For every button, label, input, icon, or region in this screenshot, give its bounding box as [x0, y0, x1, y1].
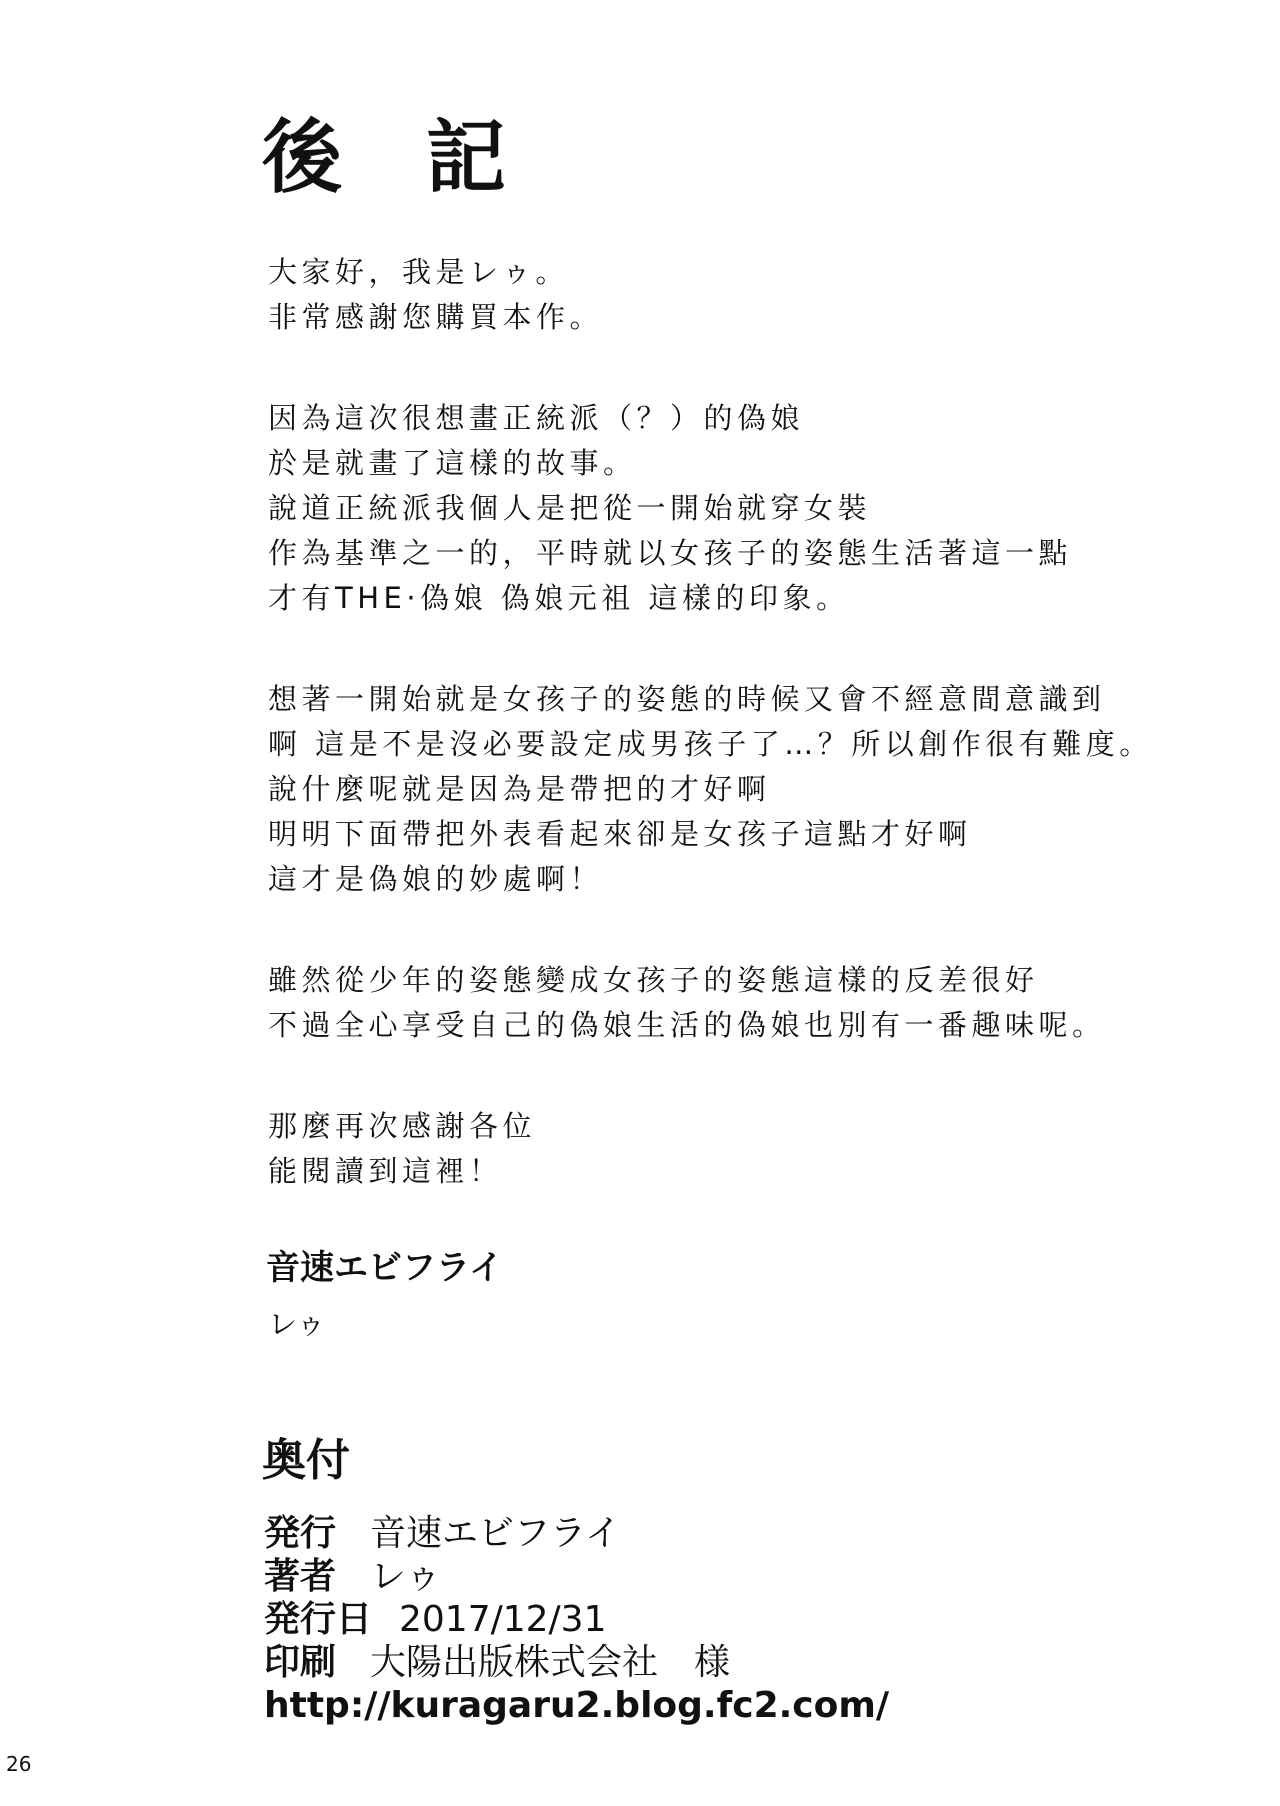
text-line: 說道正統派我個人是把從一開始就穿女裝 [268, 491, 872, 525]
colophon-row-publisher [264, 1512, 889, 1555]
author-name: レゥ [268, 1307, 326, 1341]
text-line: 大家好，我是レゥ。 [268, 255, 569, 289]
text-line: 說什麼呢就是因為是帶把的才好啊 [268, 772, 771, 806]
colophon-value: 音速エビフライ [370, 1513, 621, 1554]
page-title: 後 記 [262, 111, 534, 204]
colophon [264, 1512, 889, 1727]
colophon-value: 大陽出版株式会社 様 [370, 1642, 731, 1683]
colophon-value: レゥ [370, 1556, 442, 1597]
colophon-label: 著者 [264, 1556, 337, 1597]
text-line: 因為這次很想畫正統派（？）的偽娘 [268, 401, 805, 435]
paragraph-greeting [268, 250, 1228, 340]
colophon-label: 印刷 [264, 1642, 337, 1683]
page-number: 26 [6, 1752, 32, 1776]
text-line: 明明下面帶把外表看起來卻是女孩子這點才好啊 [268, 817, 972, 851]
text-line: 想著一開始就是女孩子的姿態的時候又會不經意間意識到 [268, 682, 1106, 716]
paragraph-contrast [268, 958, 1228, 1048]
colophon-label: 発行 [264, 1513, 337, 1554]
text-line: 非常感謝您購買本作。 [268, 300, 604, 334]
paragraph-motivation [268, 396, 1228, 621]
colophon-value: 2017/12/31 [399, 1599, 607, 1640]
circle-name: 音速エビフライ [266, 1248, 503, 1288]
website-url: http://kuragaru2.blog.fc2.com/ [264, 1685, 890, 1726]
paragraph-difficulty [268, 677, 1228, 902]
text-line: 能閱讀到這裡！ [268, 1154, 503, 1188]
text-line: 那麼再次感謝各位 [268, 1109, 537, 1143]
colophon-row-date [264, 1598, 889, 1641]
colophon-label: 発行日 [264, 1599, 373, 1640]
afterword-body [268, 250, 1228, 1194]
colophon-row-printer [264, 1641, 889, 1684]
text-line: 作為基準之一的，平時就以女孩子的姿態生活著這一點 [268, 536, 1073, 570]
text-line: 雖然從少年的姿態變成女孩子的姿態這樣的反差很好 [268, 963, 1039, 997]
text-line: 啊 這是不是沒必要設定成男孩子了…？所以創作很有難度。 [268, 727, 1153, 761]
text-line: 這才是偽娘的妙處啊！ [268, 862, 604, 896]
text-line: 不過全心享受自己的偽娘生活的偽娘也別有一番趣味呢。 [268, 1008, 1106, 1042]
colophon-row-author [264, 1555, 889, 1598]
text-line: 於是就畫了這樣的故事。 [268, 446, 637, 480]
colophon-title: 奥付 [262, 1435, 350, 1486]
text-line: 才有THE·偽娘 偽娘元祖 這樣的印象。 [268, 581, 850, 615]
paragraph-thanks [268, 1104, 1228, 1194]
